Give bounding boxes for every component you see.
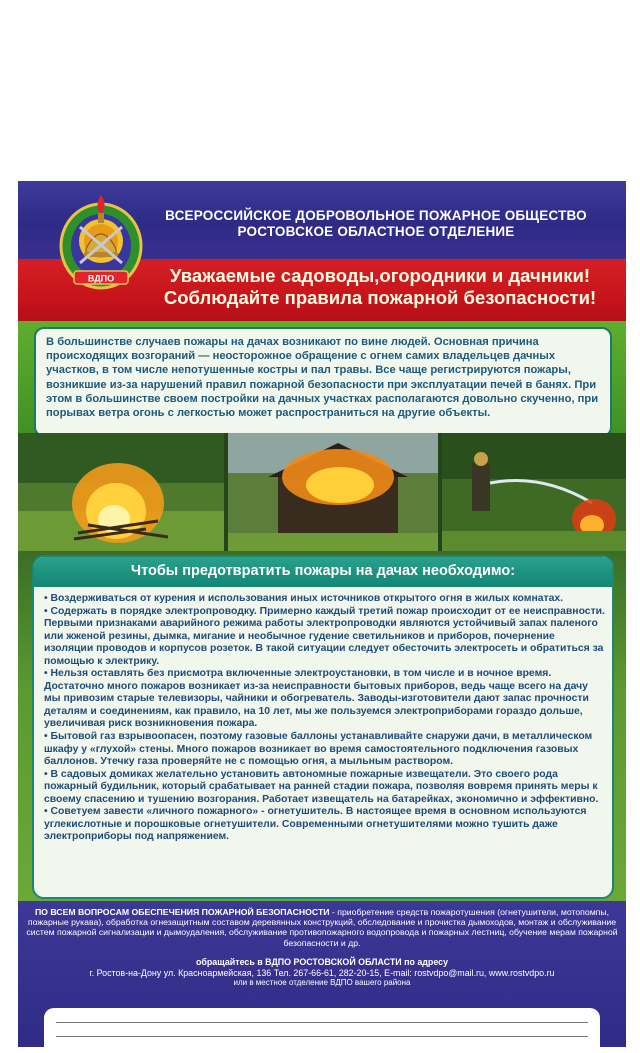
photo-firefighters [442,433,626,551]
prevention-list [44,593,606,844]
photo-burning-house [228,433,438,551]
prevention-item: • Нельзя оставлять без присмотра включенные электроустановки, в том числе и в ночное время. Достаточно много пожаров возникает из-за неисправности бытовых приборов, ведь чаще всего на дачу мы привозим старые телевизоры, чайники и обогреватель. Заводы-изготовители дают запас прочности деталям и соединениям, как правило, на 10 лет, мы же пользуемся электроприборами гораздо дольше, увеличивая риск возникновения пожара. [44,668,589,730]
vdpo-emblem [56,191,146,293]
fire-safety-poster [18,181,626,1047]
prevention-item: • В садовых домиках желательно установить автономные пожарные извещатели. Это своего рода пожарный будильник, который срабатывает на ранней стадии пожара, позволяя вовремя принять меры к своему спасению и тушению возгорания. Работает извещатель на батарейках, экономично и эффективно. [44,768,599,805]
note-line [56,1022,588,1023]
local-branch-notes-area [44,1008,600,1047]
contact-heading: обращайтесь в ВДПО РОСТОВСКОЙ ОБЛАСТИ по адресу [195,957,449,967]
organization-branch: РОСТОВСКОЕ ОБЛАСТНОЕ ОТДЕЛЕНИЕ [237,224,515,239]
organization-title [146,208,606,240]
footer-band [18,901,626,1047]
intro-panel [34,327,612,437]
emblem-label: ВДПО [87,273,115,284]
prevention-panel [32,555,614,899]
prevention-item: • Советуем завести «личного пожарного» - огнетушитель. В настоящее время в основном используются углекислотные и порошковые огнетушители. Современными огнетушителями можно тушить даже электроприборы под напряжением. [44,806,587,843]
services-list: - приобретение средств пожаротушения (огнетушители, мотопомпы, пожарные рукава), обработка огнезащитным составом деревянных конструкций, обследование и прочистка дымоходов, монтаж и обслуживание систем пожарной сигнализации и дымоудаления, обслуживание противопожарного водопровода и пожарных лестниц, обучение мерам пожарной безопасности и др. [26,907,618,948]
local-branch-note: или в местное отделение ВДПО вашего района [233,978,411,988]
services-heading: ПО ВСЕМ ВОПРОСАМ ОБЕСПЕЧЕНИЯ ПОЖАРНОЙ БЕЗОПАСНОСТИ [34,907,330,917]
torch-icon [98,213,104,223]
photo-bonfire [18,433,224,551]
photo-strip [18,433,626,551]
organization-name: ВСЕРОССИЙСКОЕ ДОБРОВОЛЬНОЕ ПОЖАРНОЕ ОБЩЕСТВО [165,208,587,223]
appeal-heading [140,265,620,309]
appeal-line-1: Уважаемые садоводы,огородники и дачники! [169,265,591,286]
services-info [24,907,620,948]
prevention-item: • Содержать в порядке электропроводку. Примерно каждый третий пожар происходит от ее неисправности. Первыми признаками аварийного режима работы электропроводки являются устойчивый запах паленого или жженой резины, дымка, мигание и необычное гудение светильников и приборов, почернение изоляции проводов и корпусов розеток. В такой ситуации следует обесточить электросеть и обратиться за помощью к электрику. [44,605,605,667]
intro-text: В большинстве случаев пожары на дачах возникают по вине людей. Основная причина происходящих возгораний — неосторожное обращение с огнем самих владельцев дачных участков, в том числе непотушенные костры и пал травы. Все чаще регистрируются пожары, возникшие из-за нарушений правил пожарной безопасности при эксплуатации печей в банях. При этом в большинстве своем постройки на дачных участках располагаются довольно скученно, при порывах ветра огонь с легкостью может распространиться на другие объекты. [46,336,599,420]
appeal-line-2: Соблюдайте правила пожарной безопасности! [163,287,597,308]
prevention-title: Чтобы предотвратить пожары на дачах необходимо: [130,563,516,579]
prevention-item: • Воздерживаться от курения и использования иных источников открытого огня в жилых комнатах. [44,593,564,604]
contact-address: г. Ростов-на-Дону ул. Красноармейская, 136 Тел. 267-66-61, 282-20-15, E-mail: rostvdpo@mail.ru, www.rostvdpo.ru [89,967,555,978]
contact-info [24,957,620,989]
prevention-item: • Бытовой газ взрывоопасен, поэтому газовые баллоны устанавливайте снаружи дачи, в металлическом шкафу у «глухой» стены. Много пожаров возникает во время самостоятельного подключения газовых баллонов. Утечку газа проверяйте не с помощью огня, а мыльным раствором. [44,731,593,768]
note-line [56,1036,588,1037]
